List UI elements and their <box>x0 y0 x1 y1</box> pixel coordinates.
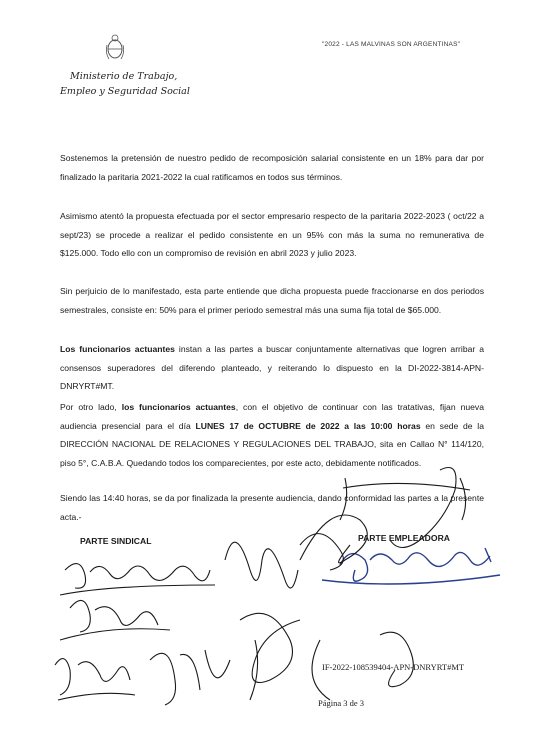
page-number: Página 3 de 3 <box>318 698 365 708</box>
employer-signature-label: PARTE EMPLEADORA <box>358 533 450 543</box>
coat-of-arms-icon <box>104 33 126 63</box>
union-signatures <box>55 564 215 700</box>
paragraph-6: Siendo las 14:40 horas, se da por finalizada la presente audiencia, dando conformidad las partes a la presente acta.- <box>60 493 484 522</box>
paragraph-5-e: en sede de la DIRECCIÓN NACIONAL DE RELACIONES Y REGULACIONES DEL TRABAJO, sita en Callao N° 114/120, piso 5°, C.A.B.A. Quedando todos los comparecientes, por este acto, debidamente notificados. <box>60 420 485 468</box>
paragraph-4-text: instan a las partes a buscar conjuntamente alternativas que logren arribar a consensos superadores del diferendo planteado, y reiterando lo dispuesto en la DI-2022-3814-APN-DNRYRT#MT. <box>60 344 485 391</box>
paragraph-5-d: LUNES 17 de OCTUBRE de 2022 a las 10:00 horas <box>195 420 421 431</box>
union-signature-label: PARTE SINDICAL <box>80 536 152 546</box>
ministry-line-1: Ministerio de Trabajo, <box>70 71 178 82</box>
paragraph-4-bold: Los funcionarios actuantes <box>60 344 175 354</box>
paragraph-5 <box>60 398 484 472</box>
paragraph-3: Sin perjuicio de lo manifestado, esta parte entiende que dicha propuesta puede fraccionarse en dos periodos semestrales, consiste en: 50% para el primer periodo semestral más una suma fija total de $65.000. <box>60 286 484 315</box>
paragraph-5-c: , con el objetivo de continuar con las tratativas, fijan nueva audiencia presencial para el día <box>60 402 484 431</box>
document-id: IF-2022-108539404-APN-DNRYRT#MT <box>322 662 465 672</box>
paragraph-1: Sostenemos la pretensión de nuestro pedido de recomposición salarial consistente en un 18% para dar por finalizado la paritaria 2021-2022 la cual ratificamos en todos sus términos. <box>60 153 484 182</box>
employer-signature-blue <box>322 548 500 584</box>
paragraph-2: Asimismo atentó la propuesta efectuada por el sector empresario respecto de la paritaria 2022-2023 ( oct/22 a sept/23) se procede a realizar el pedido consistente en un 95% con más la suma no remunerativa de $125.000. Todo ello con un compromiso de revisión en abril 2023 y julio 2023. <box>60 211 484 258</box>
paragraph-5-b: los funcionarios actuantes <box>121 402 236 412</box>
ministry-line-2: Empleo y Seguridad Social <box>60 86 190 97</box>
ministry-name <box>60 69 190 99</box>
paragraph-4 <box>60 340 484 396</box>
header-motto: "2022 - LAS MALVINAS SON ARGENTINAS" <box>322 41 461 48</box>
paragraph-5-a: Por otro lado, <box>60 402 122 412</box>
